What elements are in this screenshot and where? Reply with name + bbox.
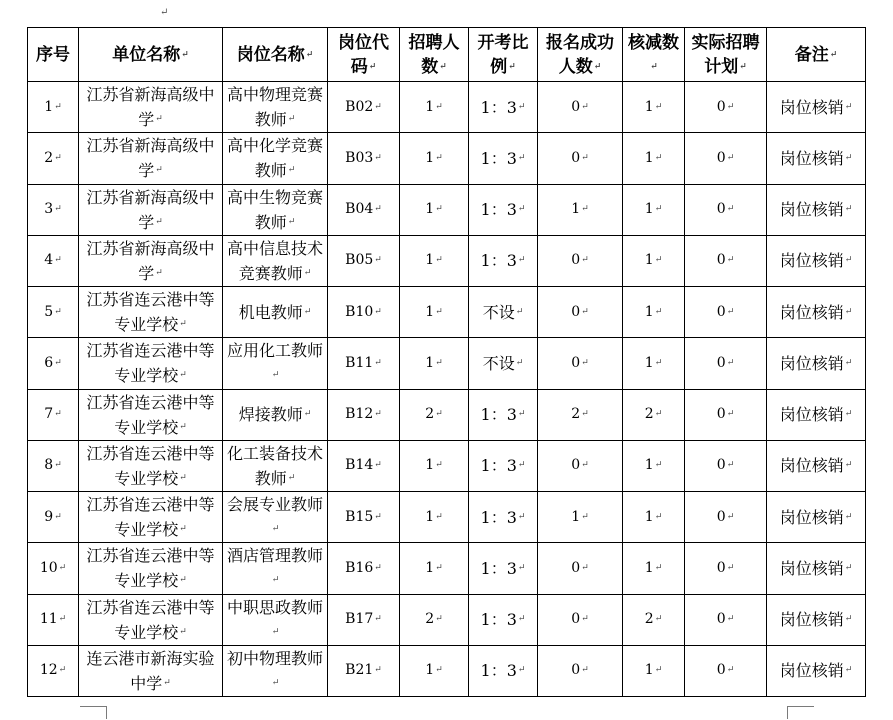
cell-remark: 岗位核销 ↵ [767, 133, 866, 184]
cell-remark: 岗位核销 ↵ [767, 184, 866, 235]
cell-post: 机电教师 ↵ [223, 287, 328, 338]
table-row [28, 492, 866, 543]
cell-recruit: 1 ↵ [400, 184, 469, 235]
cell-ratio: 1：3 ↵ [469, 492, 538, 543]
cell-ratio: 不设 ↵ [469, 287, 538, 338]
cell-reduced: 1 ↵ [623, 235, 685, 286]
cell-seq: 9 ↵ [28, 492, 79, 543]
cell-post: 应用化工教师 ↵ [223, 338, 328, 389]
cell-remark: 岗位核销 ↵ [767, 440, 866, 491]
cell-unit: 江苏省新海高级中学 ↵ [79, 184, 223, 235]
cell-actual: 0 ↵ [685, 82, 767, 133]
header-actual: 实际招聘计划 ↵ [685, 28, 767, 82]
cell-reduced: 1 ↵ [623, 133, 685, 184]
cell-ratio: 1：3 ↵ [469, 184, 538, 235]
header-remark: 备注 ↵ [767, 28, 866, 82]
cell-ratio: 1：3 ↵ [469, 440, 538, 491]
cell-post: 初中物理教师 ↵ [223, 645, 328, 696]
cell-reduced: 1 ↵ [623, 645, 685, 696]
cell-reduced: 1 ↵ [623, 543, 685, 594]
cell-seq: 8 ↵ [28, 440, 79, 491]
cell-code: B21 ↵ [328, 645, 400, 696]
header-reduced: 核减数 ↵ [623, 28, 685, 82]
cell-post: 高中生物竞赛教师 ↵ [223, 184, 328, 235]
cell-code: B12 ↵ [328, 389, 400, 440]
cell-seq: 6 ↵ [28, 338, 79, 389]
cell-seq: 3 ↵ [28, 184, 79, 235]
cell-applied: 0 ↵ [538, 133, 623, 184]
cell-applied: 0 ↵ [538, 440, 623, 491]
header-post: 岗位名称 ↵ [223, 28, 328, 82]
cell-recruit: 1 ↵ [400, 133, 469, 184]
cell-code: B10 ↵ [328, 287, 400, 338]
cell-applied: 0 ↵ [538, 235, 623, 286]
cell-remark: 岗位核销 ↵ [767, 338, 866, 389]
cell-actual: 0 ↵ [685, 287, 767, 338]
cell-unit: 连云港市新海实验中学 ↵ [79, 645, 223, 696]
header-code: 岗位代码 ↵ [328, 28, 400, 82]
cell-ratio: 1：3 ↵ [469, 389, 538, 440]
cell-recruit: 2 ↵ [400, 389, 469, 440]
cell-recruit: 1 ↵ [400, 287, 469, 338]
table-row [28, 235, 866, 286]
cell-seq: 7 ↵ [28, 389, 79, 440]
cell-actual: 0 ↵ [685, 184, 767, 235]
cell-applied: 1 ↵ [538, 492, 623, 543]
cell-code: B03 ↵ [328, 133, 400, 184]
table-row [28, 338, 866, 389]
table-row [28, 440, 866, 491]
cell-actual: 0 ↵ [685, 645, 767, 696]
cell-applied: 2 ↵ [538, 389, 623, 440]
cell-actual: 0 ↵ [685, 389, 767, 440]
cell-code: B14 ↵ [328, 440, 400, 491]
cell-code: B16 ↵ [328, 543, 400, 594]
table-row [28, 184, 866, 235]
header-recruit: 招聘人数 ↵ [400, 28, 469, 82]
cell-reduced: 1 ↵ [623, 338, 685, 389]
cell-remark: 岗位核销 ↵ [767, 543, 866, 594]
cell-remark: 岗位核销 ↵ [767, 645, 866, 696]
cell-unit: 江苏省新海高级中学 ↵ [79, 133, 223, 184]
table-row [28, 287, 866, 338]
page-corner-mark-left [80, 706, 107, 719]
cell-applied: 0 ↵ [538, 645, 623, 696]
cell-actual: 0 ↵ [685, 492, 767, 543]
cell-unit: 江苏省连云港中等专业学校 ↵ [79, 338, 223, 389]
cell-code: B04 ↵ [328, 184, 400, 235]
cell-recruit: 1 ↵ [400, 235, 469, 286]
cell-unit: 江苏省连云港中等专业学校 ↵ [79, 440, 223, 491]
cell-recruit: 1 ↵ [400, 338, 469, 389]
cell-post: 会展专业教师 ↵ [223, 492, 328, 543]
cell-code: B17 ↵ [328, 594, 400, 645]
header-seq: 序号 [28, 28, 79, 82]
cell-applied: 0 ↵ [538, 338, 623, 389]
cell-ratio: 1：3 ↵ [469, 133, 538, 184]
cell-actual: 0 ↵ [685, 235, 767, 286]
cell-reduced: 1 ↵ [623, 184, 685, 235]
cell-recruit: 2 ↵ [400, 594, 469, 645]
cell-remark: 岗位核销 ↵ [767, 492, 866, 543]
cell-reduced: 1 ↵ [623, 287, 685, 338]
cell-reduced: 2 ↵ [623, 389, 685, 440]
cell-seq: 5 ↵ [28, 287, 79, 338]
cell-actual: 0 ↵ [685, 594, 767, 645]
cell-actual: 0 ↵ [685, 440, 767, 491]
cell-actual: 0 ↵ [685, 338, 767, 389]
cell-applied: 0 ↵ [538, 543, 623, 594]
cell-code: B11 ↵ [328, 338, 400, 389]
cell-post: 化工装备技术教师 ↵ [223, 440, 328, 491]
table-row [28, 133, 866, 184]
cell-code: B05 ↵ [328, 235, 400, 286]
cell-seq: 4 ↵ [28, 235, 79, 286]
cell-post: 焊接教师 ↵ [223, 389, 328, 440]
cell-ratio: 1：3 ↵ [469, 594, 538, 645]
job-cancellation-table [27, 27, 866, 697]
cell-applied: 0 ↵ [538, 82, 623, 133]
cell-unit: 江苏省新海高级中学 ↵ [79, 82, 223, 133]
cell-unit: 江苏省连云港中等专业学校 ↵ [79, 594, 223, 645]
cell-unit: 江苏省连云港中等专业学校 ↵ [79, 543, 223, 594]
cell-seq: 11 ↵ [28, 594, 79, 645]
cell-reduced: 1 ↵ [623, 440, 685, 491]
cell-code: B02 ↵ [328, 82, 400, 133]
cell-seq: 2 ↵ [28, 133, 79, 184]
cell-post: 高中化学竞赛教师 ↵ [223, 133, 328, 184]
cell-seq: 10 ↵ [28, 543, 79, 594]
cell-unit: 江苏省连云港中等专业学校 ↵ [79, 492, 223, 543]
cell-applied: 1 ↵ [538, 184, 623, 235]
cell-ratio: 1：3 ↵ [469, 543, 538, 594]
cell-recruit: 1 ↵ [400, 645, 469, 696]
cell-ratio: 1：3 ↵ [469, 645, 538, 696]
cell-seq: 12 ↵ [28, 645, 79, 696]
cell-post: 酒店管理教师 ↵ [223, 543, 328, 594]
cell-applied: 0 ↵ [538, 594, 623, 645]
paragraph-mark-icon: ↵ [160, 7, 169, 18]
table-row [28, 543, 866, 594]
cell-actual: 0 ↵ [685, 543, 767, 594]
cell-post: 高中信息技术竞赛教师 ↵ [223, 235, 328, 286]
cell-remark: 岗位核销 ↵ [767, 389, 866, 440]
header-ratio: 开考比例 ↵ [469, 28, 538, 82]
cell-recruit: 1 ↵ [400, 492, 469, 543]
table-row [28, 389, 866, 440]
cell-code: B15 ↵ [328, 492, 400, 543]
cell-recruit: 1 ↵ [400, 543, 469, 594]
table-header-row [28, 28, 866, 82]
cell-unit: 江苏省连云港中等专业学校 ↵ [79, 389, 223, 440]
cell-ratio: 1：3 ↵ [469, 235, 538, 286]
cell-reduced: 2 ↵ [623, 594, 685, 645]
table-row [28, 82, 866, 133]
cell-post: 高中物理竞赛教师 ↵ [223, 82, 328, 133]
cell-reduced: 1 ↵ [623, 82, 685, 133]
cell-applied: 0 ↵ [538, 287, 623, 338]
cell-seq: 1 ↵ [28, 82, 79, 133]
cell-recruit: 1 ↵ [400, 82, 469, 133]
cell-remark: 岗位核销 ↵ [767, 235, 866, 286]
cell-ratio: 1：3 ↵ [469, 82, 538, 133]
cell-remark: 岗位核销 ↵ [767, 82, 866, 133]
header-applied: 报名成功人数 ↵ [538, 28, 623, 82]
page-corner-mark-right [787, 706, 814, 719]
cell-actual: 0 ↵ [685, 133, 767, 184]
table-row [28, 645, 866, 696]
cell-reduced: 1 ↵ [623, 492, 685, 543]
cell-unit: 江苏省新海高级中学 ↵ [79, 235, 223, 286]
cell-remark: 岗位核销 ↵ [767, 594, 866, 645]
cell-unit: 江苏省连云港中等专业学校 ↵ [79, 287, 223, 338]
table-row [28, 594, 866, 645]
header-unit: 单位名称 ↵ [79, 28, 223, 82]
cell-remark: 岗位核销 ↵ [767, 287, 866, 338]
cell-recruit: 1 ↵ [400, 440, 469, 491]
cell-ratio: 不设 ↵ [469, 338, 538, 389]
cell-post: 中职思政教师 ↵ [223, 594, 328, 645]
